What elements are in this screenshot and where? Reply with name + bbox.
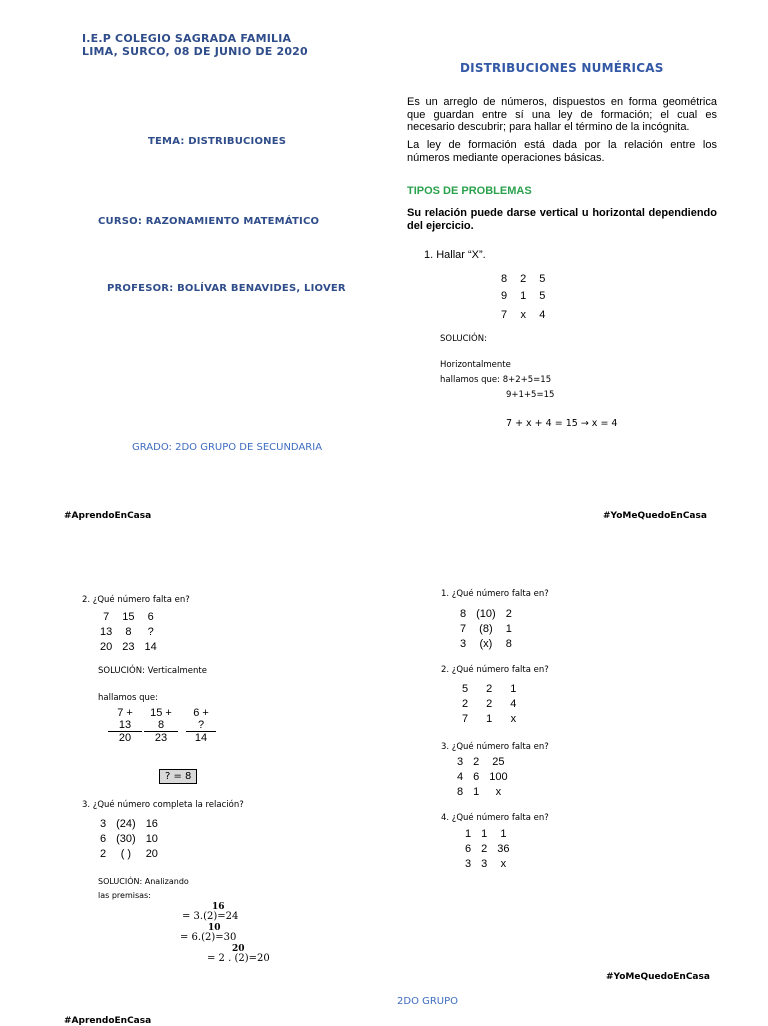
ex1-solucion: SOLUCIÓN: [440, 334, 487, 344]
cell: 1 [505, 622, 512, 635]
col-value: 20 [118, 732, 132, 744]
col-value: 6 + [193, 707, 209, 719]
cell: (x) [479, 637, 493, 650]
ex2-col-3 [186, 707, 216, 744]
cell: 16 [145, 817, 158, 830]
profesor: PROFESOR: BOLÍVAR BENAVIDES, LIOVER [107, 283, 346, 294]
cell: 1 [520, 289, 527, 302]
cell: x [510, 712, 517, 725]
ex2-col-1 [108, 707, 142, 744]
cell: 3 [100, 817, 107, 830]
ex1-step-1: Horizontalmente [440, 360, 511, 370]
cell: 8 [501, 272, 508, 285]
cell: 6 [465, 842, 472, 855]
col-value: 14 [194, 732, 208, 744]
ex3-f3-numerator: 20 [232, 944, 245, 954]
r1-label: 1. ¿Qué número falta en? [441, 589, 549, 599]
ex1-step-3: 9+1+5=15 [506, 390, 555, 400]
cell: 6 [473, 770, 480, 783]
r2-label: 2. ¿Qué número falta en? [441, 665, 549, 675]
intro-paragraph-2: La ley de formación está dada por la relación entre los números mediante operaciones básicas. [407, 139, 717, 164]
cell: 2 [481, 842, 488, 855]
ex3-solucion: SOLUCIÓN: Analizando [98, 877, 189, 886]
ex1-step-4: 7 + x + 4 = 15 → x = 4 [506, 418, 618, 429]
cell: x [500, 857, 507, 870]
cell: 8 [457, 785, 464, 798]
ex1-step-2: hallamos que: 8+2+5=15 [440, 375, 552, 385]
cell: 6 [100, 832, 107, 845]
cell: ( ) [120, 847, 132, 860]
cell: 7 [462, 712, 469, 725]
ex2-label: 2. ¿Qué número falta en? [82, 595, 190, 605]
cell: 2 [473, 755, 480, 768]
cell: 1 [473, 785, 480, 798]
cell: 2 [486, 682, 493, 695]
cell: 7 [460, 622, 467, 635]
cell: 20 [145, 847, 158, 860]
cell: 20 [100, 640, 113, 653]
cell: 8 [460, 607, 467, 620]
ex3-formula-3: = 2 . (2)=20 [207, 953, 270, 964]
r3-label: 3. ¿Qué número falta en? [441, 742, 549, 752]
cell: 3 [481, 857, 488, 870]
ex1-grid [496, 271, 550, 324]
cell: x [495, 785, 502, 798]
cell: 23 [122, 640, 135, 653]
cell: 1 [510, 682, 517, 695]
cell: 2 [100, 847, 107, 860]
cell: 1 [500, 827, 507, 840]
cell: (30) [116, 832, 136, 845]
tipos-heading: TIPOS DE PROBLEMAS [407, 185, 532, 197]
cell: x [520, 308, 526, 321]
cell: 3 [465, 857, 472, 870]
ex2-answer-box: ? = 8 [159, 769, 197, 784]
relacion-text: Su relación puede darse vertical u horizontal dependiendo del ejercicio. [407, 207, 717, 232]
col-value: 23 [154, 732, 168, 744]
grado: GRADO: 2DO GRUPO DE SECUNDARIA [132, 442, 323, 453]
ex3-formula-1: = 3.(2)=24 [182, 911, 239, 922]
cell: 2 [520, 272, 527, 285]
cell: 7 [103, 610, 110, 623]
col-value: 7 + [117, 707, 133, 719]
cell: 7 [501, 308, 508, 321]
r4-label: 4. ¿Qué número falta en? [441, 813, 549, 823]
cell: 36 [497, 842, 510, 855]
cell: 5 [462, 682, 469, 695]
cell: 14 [144, 640, 157, 653]
cell: ? [147, 625, 154, 638]
intro-paragraph-1: Es un arreglo de números, dispuestos en forma geométrica que guardan entre sí una ley de formación; el cual es necesario descubrir; para hallar el término de la incógnita. [407, 96, 717, 133]
col-value: ? [186, 719, 216, 732]
cell: 1 [465, 827, 472, 840]
ex3-formula-2: = 6.(2)=30 [180, 932, 237, 943]
hashtag-yomequedo-footer: #YoMeQuedoEnCasa [606, 972, 710, 982]
cell: 1 [481, 827, 488, 840]
cell: 10 [145, 832, 158, 845]
cell: 8 [125, 625, 132, 638]
col-value: 15 + [150, 707, 172, 719]
cell: (8) [479, 622, 493, 635]
cell: (24) [116, 817, 136, 830]
cell: 3 [460, 637, 467, 650]
ex3-f1-numerator: 16 [212, 902, 225, 912]
ex3-label: 3. ¿Qué número completa la relación? [82, 800, 244, 810]
cell: 2 [486, 697, 493, 710]
ex3-grid [95, 816, 163, 861]
ex2-col-2 [143, 707, 179, 744]
hashtag-aprendo-footer: #AprendoEnCasa [64, 1016, 152, 1026]
cell: 5 [539, 272, 546, 285]
cell: 15 [122, 610, 135, 623]
curso: CURSO: RAZONAMIENTO MATEMÁTICO [98, 216, 320, 227]
tema: TEMA: DISTRIBUCIONES [148, 136, 287, 147]
cell: 4 [457, 770, 464, 783]
section-title: DISTRIBUCIONES NUMÉRICAS [460, 61, 664, 75]
footer-grupo: 2DO GRUPO [397, 996, 459, 1007]
cell: 4 [510, 697, 517, 710]
cell: 5 [539, 289, 546, 302]
cell: 9 [501, 289, 508, 302]
col-value: 13 [108, 719, 142, 732]
cell: 6 [147, 610, 154, 623]
cell: 1 [486, 712, 493, 725]
ex2-grid [95, 609, 162, 654]
cell: 8 [505, 637, 512, 650]
ex2-solucion: SOLUCIÓN: Verticalmente [98, 666, 207, 676]
cell: 2 [462, 697, 469, 710]
col-value: 8 [144, 719, 178, 732]
ex2-hallamos: hallamos que: [98, 693, 159, 703]
ex1-label: 1. Hallar “X”. [424, 249, 486, 261]
r1-grid [455, 606, 517, 651]
r2-grid [453, 681, 525, 726]
r4-grid [460, 826, 515, 871]
r3-grid [452, 754, 513, 799]
cell: 13 [100, 625, 113, 638]
cell: 25 [492, 755, 505, 768]
hashtag-aprendo: #AprendoEnCasa [64, 511, 152, 521]
ex3-premisas: las premisas: [98, 891, 151, 900]
cell: (10) [476, 607, 496, 620]
place-date: LIMA, SURCO, 08 DE JUNIO DE 2020 [82, 45, 308, 58]
cell: 3 [457, 755, 464, 768]
hashtag-yomequedo: #YoMeQuedoEnCasa [603, 511, 707, 521]
cell: 4 [539, 308, 546, 321]
ex3-f2-numerator: 10 [208, 923, 221, 933]
cell: 2 [505, 607, 512, 620]
school-name: I.E.P COLEGIO SAGRADA FAMILIA [82, 32, 292, 45]
cell: 100 [489, 770, 508, 783]
